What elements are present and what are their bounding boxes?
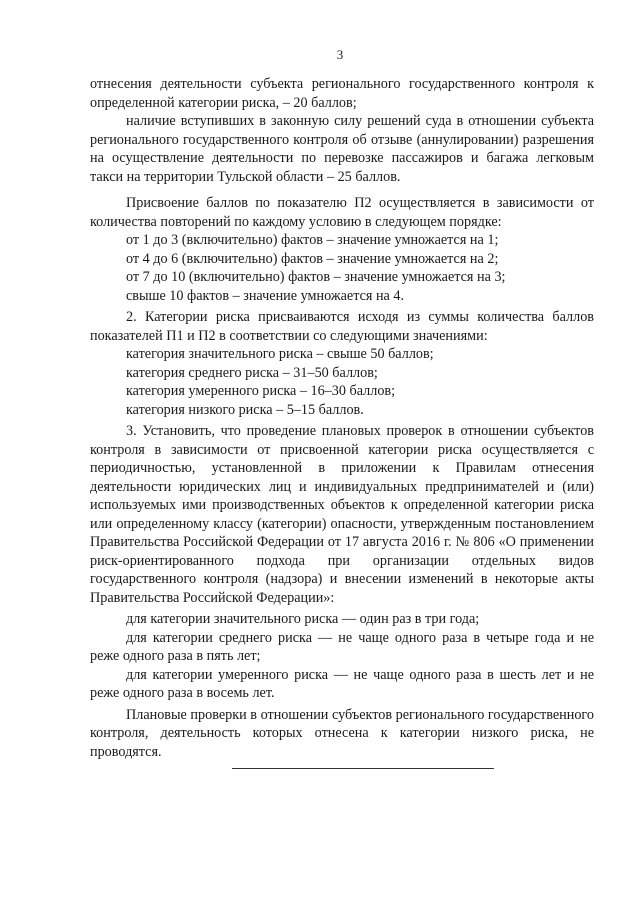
paragraph-risk-categories: 2. Категории риска присваиваются исходя из суммы количества баллов показателей П1 и П2 в соответствии со следующими значениями:: [90, 309, 594, 344]
end-divider: [232, 768, 494, 769]
page-number: 3: [336, 47, 344, 62]
list-item-multiplier-3: от 7 до 10 (включительно) фактов – значение умножается на 3;: [126, 269, 506, 285]
list-item-multiplier-4: свыше 10 фактов – значение умножается на 4.: [126, 287, 405, 304]
list-item-low-risk: категория низкого риска – 5–15 баллов.: [126, 401, 364, 418]
paragraph-p2-scoring: Присвоение баллов по показателю П2 осуществляется в зависимости от количества повторений по каждому условию в следующем порядке:: [90, 195, 594, 230]
list-item-moderate-risk: категория умеренного риска – 16–30 баллов;: [126, 383, 396, 399]
list-item-multiplier-2: от 4 до 6 (включительно) фактов – значение умножается на 2;: [126, 250, 499, 267]
list-item-significant-risk: категория значительного риска – свыше 50 баллов;: [126, 346, 434, 362]
paragraph-planned-inspections: 3. Установить, что проведение плановых проверок в отношении субъектов контроля в зависимости от присвоенной категории риска осуществляется с периодичностью, установленной в приложении к Правилам отнесения деятельности юридических лиц и индивидуальных предпринимателей и (или) используемых ими производственных объектов к определенной категории риска или определенному классу (категории) опасности, утвержденным постановлением Правительства Российской Федерации от 17 августа 2016 г. № 806 «О применении риск-ориентированного подхода при организации отдельных видов государственного контроля (надзора) и внесении изменений в некоторые акты Правительства Российской Федерации»:: [90, 423, 594, 606]
paragraph-court-decisions: наличие вступивших в законную силу решений суда в отношении субъекта регионального государственного контроля об отзыве (аннулировании) разрешения на осуществление деятельности по перевозке пассажиров и багажа легковым такси на территории Тульской области – 25 баллов.: [90, 113, 594, 185]
list-item-medium-risk: категория среднего риска – 31–50 баллов;: [126, 364, 378, 381]
list-item-multiplier-1: от 1 до 3 (включительно) фактов – значение умножается на 1;: [126, 232, 499, 248]
list-item-inspection-medium: для категории среднего риска — не чаще одного раза в четыре года и не реже одного раза в пять лет;: [90, 629, 594, 664]
paragraph-low-risk-no-inspections: Плановые проверки в отношении субъектов регионального государственного контроля, деятельность которых отнесена к категории низкого риска, не проводятся.: [90, 706, 594, 760]
document-body: [90, 75, 594, 761]
list-item-inspection-moderate: для категории умеренного риска — не чаще одного раза в шесть лет и не реже одного раза в восемь лет.: [90, 666, 594, 701]
paragraph-risk-category-points: отнесения деятельности субъекта регионального государственного контроля к определенной категории риска, – 20 баллов;: [90, 76, 594, 111]
list-item-inspection-significant: для категории значительного риска — один раз в три года;: [126, 611, 480, 627]
